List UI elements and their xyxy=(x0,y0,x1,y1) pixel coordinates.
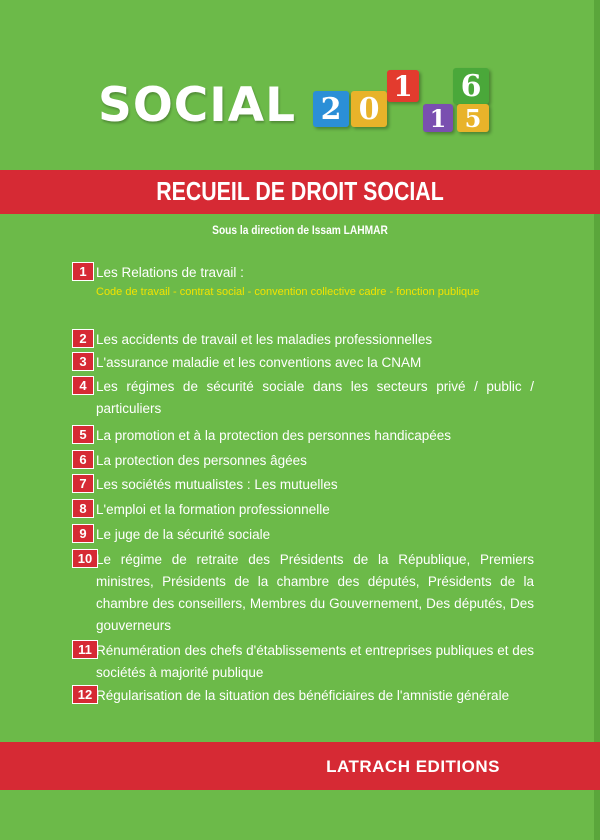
contents-item xyxy=(72,474,534,496)
year-cube: 1 xyxy=(423,104,453,132)
item-number: 7 xyxy=(72,474,94,493)
contents-item xyxy=(72,376,534,420)
item-number: 8 xyxy=(72,499,94,518)
item-text: Le régime de retraite des Présidents de la République, Premiers ministres, Présidents de la chambre des députés, Présidents de la chambre des conseillers, Membres du Gouvernement, Des députés, Des gouverneurs xyxy=(96,552,534,633)
contents-item xyxy=(72,549,534,637)
item-text: Les régimes de sécurité sociale dans les secteurs privé / public / particuliers xyxy=(96,379,534,416)
contents-item xyxy=(72,524,534,546)
year-cube: 2 xyxy=(313,91,349,127)
item-subtitle: Code de travail - contrat social - convention collective cadre - fonction publique xyxy=(96,286,480,298)
item-number: 11 xyxy=(72,640,98,659)
social-logo xyxy=(0,68,600,148)
item-text: La promotion et à la protection des personnes handicapées xyxy=(96,428,451,443)
item-text: Régularisation de la situation des bénéficiaires de l'amnistie générale xyxy=(96,688,510,703)
contents-item xyxy=(72,425,534,447)
year-cube: 1 xyxy=(387,70,419,102)
item-text: La protection des personnes âgées xyxy=(96,453,307,468)
publisher-band xyxy=(0,742,600,790)
item-number: 2 xyxy=(72,329,94,348)
item-text: L'emploi et la formation professionnelle xyxy=(96,502,330,517)
item-number: 9 xyxy=(72,524,94,543)
item-text: Les accidents de travail et les maladies professionnelles xyxy=(96,332,433,347)
item-number: 1 xyxy=(72,262,94,281)
item-text: Rénumération des chefs d'établissements et entreprises publiques et des sociétés à majorité publique xyxy=(96,643,534,680)
item-text: Les Relations de travail : xyxy=(96,265,244,280)
contents-item xyxy=(72,352,534,374)
item-text: Les sociétés mutualistes : Les mutuelles xyxy=(96,477,338,492)
contents-item xyxy=(72,499,534,521)
item-number: 6 xyxy=(72,450,94,469)
publisher-name: LATRACH EDITIONS xyxy=(326,757,500,776)
contents-item xyxy=(72,262,534,284)
contents-item xyxy=(72,450,534,472)
item-number: 5 xyxy=(72,425,94,444)
item-number: 3 xyxy=(72,352,94,371)
item-number: 4 xyxy=(72,376,94,395)
year-cube: 6 xyxy=(453,68,489,104)
editor-credit: Sous la direction de Issam LAHMAR xyxy=(212,223,388,237)
item-number: 10 xyxy=(72,549,98,568)
year-cube: 5 xyxy=(457,104,489,132)
year-cube: 0 xyxy=(351,91,387,127)
contents-item xyxy=(72,640,534,684)
book-title: RECUEIL DE DROIT SOCIAL xyxy=(156,176,444,206)
contents-item xyxy=(72,329,534,351)
item-text: Le juge de la sécurité sociale xyxy=(96,527,271,542)
logo-word: SOCIAL xyxy=(98,78,297,133)
item-number: 12 xyxy=(72,685,98,704)
item-text: L'assurance maladie et les conventions avec la CNAM xyxy=(96,355,422,370)
contents-item xyxy=(72,685,534,729)
